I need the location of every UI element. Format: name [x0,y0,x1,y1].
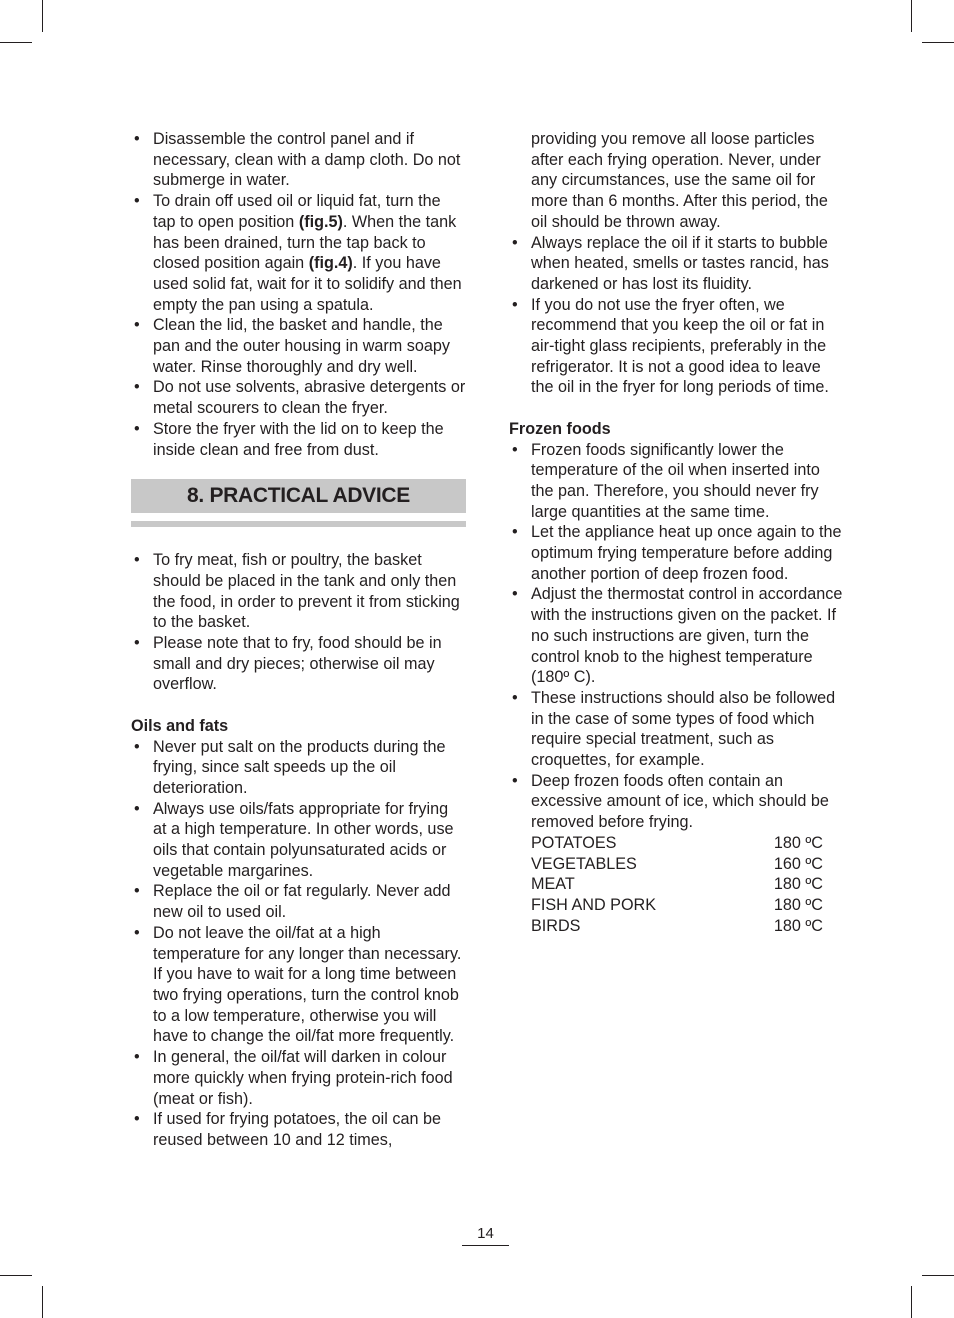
list-item: • Store the fryer with the lid on to keep the inside clean and free from dust. [131,419,466,460]
oils-list [131,737,466,1151]
crop-mark [0,42,32,43]
list-item: • In general, the oil/fat will darken in colour more quickly when frying protein-rich food (meat or fish). [131,1047,466,1109]
item-text: . When the tank has been drained, turn the tap back to closed position again [153,212,457,273]
frozen-heading: Frozen foods [509,419,611,438]
food-temperature: 180 ºC [773,896,823,914]
figure-reference: (fig.4) [308,254,353,273]
list-item: • Deep frozen foods often contain an excessive amount of ice, which should be removed before frying. [509,771,844,833]
list-item: • To fry meat, fish or poultry, the basket should be placed in the tank and only then the food, in order to prevent it from sticking to the basket. [131,550,466,633]
food-temperature: 160 ºC [773,854,823,873]
page-number: 14 [462,1224,509,1246]
food-name: FISH AND PORK [531,896,657,914]
list-item: • Let the appliance heat up once again to the optimum frying temperature before adding another portion of deep frozen food. [509,522,844,584]
list-item: • Clean the lid, the basket and handle, the pan and the outer housing in warm soapy water. Rinse thoroughly and dry well. [131,315,466,377]
item-text: . If you have used solid fat, wait for it to solidify and then empty the pan using a spatula. [153,254,462,314]
food-name: VEGETABLES [531,854,637,873]
list-item: • Adjust the thermostat control in accordance with the instructions given on the packet. If no such instructions are given, turn the control knob to the highest temperature (180º C). [509,584,844,688]
food-temperature: 180 ºC [773,833,823,852]
crop-mark [922,42,954,43]
table-row [531,895,823,916]
table-row [531,874,823,895]
food-name: BIRDS [531,916,581,935]
crop-mark [42,1286,43,1318]
list-item: • These instructions should also be followed in the case of some types of food which require special treatment, such as croquettes, for example. [509,688,844,771]
table-row [531,916,823,937]
food-temperature: 180 ºC [773,916,823,935]
list-item: • Disassemble the control panel and if necessary, clean with a damp cloth. Do not submerge in water. [131,129,466,191]
left-column [131,129,466,1151]
item-text: To drain off used oil or liquid fat, turn the tap to open position [153,192,441,231]
list-item: • Always use oils/fats appropriate for frying at a high temperature. In other words, use oils that contain polyunsaturated acids or vegetable margarines. [131,799,466,882]
list-item: • Do not leave the oil/fat at a high temperature for any longer than necessary. If you have to wait for a long time between two frying operations, turn the control knob to a low temperature, otherwise you will have to change the oil/fat more frequently. [131,923,466,1047]
table-row [531,854,823,875]
crop-mark [42,0,43,32]
advice-list [131,550,466,695]
list-item [131,191,466,315]
table-row [531,833,823,854]
crop-mark [922,1275,954,1276]
figure-reference: (fig.5) [298,212,343,231]
list-item: • If you do not use the fryer often, we recommend that you keep the oil or fat in air-tight glass recipients, preferably in the refrigerator. It is not a good idea to leave the oil in the fryer for long periods of time. [509,295,844,399]
list-item: • Frozen foods significantly lower the temperature of the oil when inserted into the pan. Therefore, you should never fry large quantities at the same time. [509,440,844,523]
list-item: • Replace the oil or fat regularly. Never add new oil to used oil. [131,881,466,922]
temperature-table [509,833,844,937]
food-name: POTATOES [531,833,617,852]
crop-mark [911,0,912,32]
list-item: • If used for frying potatoes, the oil can be reused between 10 and 12 times, [131,1109,466,1150]
oils-list-continued [509,233,844,399]
frozen-list [509,440,844,833]
section-heading [131,479,466,513]
section-title: 8. PRACTICAL ADVICE [187,483,410,507]
list-item: • Always replace the oil if it starts to bubble when heated, smells or tastes rancid, has darkened or has lost its fluidity. [509,233,844,295]
cleaning-list [131,129,466,460]
food-temperature: 180 ºC [773,875,823,894]
oils-heading: Oils and fats [131,716,229,735]
list-item-continuation: providing you remove all loose particles after each frying operation. Never, under any circumstances, use the same oil for more than 6 months. After this period, the oil should be thrown away. [531,130,828,231]
food-name: MEAT [531,875,575,894]
crop-mark [911,1286,912,1318]
list-item: • Do not use solvents, abrasive detergents or metal scourers to clean the fryer. [131,377,466,418]
list-item: • Please note that to fry, food should be in small and dry pieces; otherwise oil may overflow. [131,633,466,695]
right-column [509,129,844,936]
list-item: • Never put salt on the products during the frying, since salt speeds up the oil deterioration. [131,737,466,799]
crop-mark [0,1275,32,1276]
